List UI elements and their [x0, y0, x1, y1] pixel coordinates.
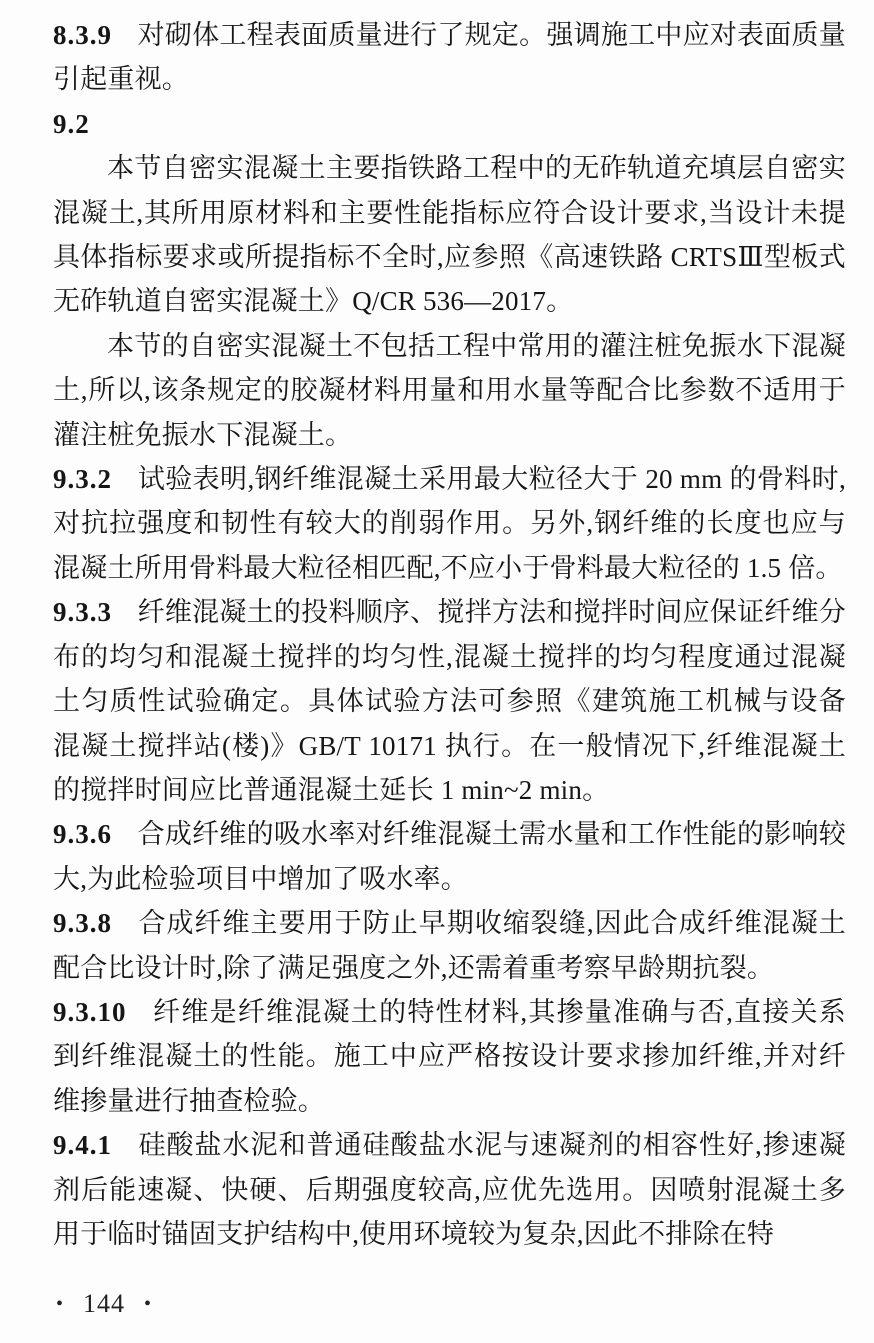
section-text: 纤维是纤维混凝土的特性材料,其掺量准确与否,直接关系到纤维混凝土的性能。施工中应严格按设计要求掺加纤维,并对纤维掺量进行抽查检验。: [53, 996, 846, 1116]
section-text: 纤维混凝土的投料顺序、搅拌方法和搅拌时间应保证纤维分布的均匀和混凝土搅拌的均匀性,混凝土搅拌的均匀程度通过混凝土匀质性试验确定。具体试验方法可参照《建筑施工机械与设备 混凝土搅拌站(楼)》GB/T 10171 执行。在一般情况下,纤维混凝土的搅拌时间应比普通混凝土延长 1 min~2 min。: [53, 597, 874, 805]
page-number: 144: [83, 1289, 126, 1318]
section-paragraph-8-3-9: [53, 13, 846, 102]
section-text: 硅酸盐水泥和普通硅酸盐水泥与速凝剂的相容性好,掺速凝剂后能速凝、快硬、后期强度较高,应优先选用。因喷射混凝土多用于临时锚固支护结构中,使用环境较为复杂,因此不排除在特: [53, 1130, 846, 1249]
section-heading-9-2: [53, 102, 846, 146]
section-text: 试验表明,钢纤维混凝土采用最大粒径大于 20 mm 的骨料时,对抗拉强度和韧性有较大的削弱作用。另外,钢纤维的长度也应与混凝土所用骨料最大粒径相匹配,不应小于骨料最大粒径的 1.5 倍。: [53, 464, 846, 583]
paragraph-text: 本节的自密实混凝土不包括工程中常用的灌注桩免振水下混凝土,所以,该条规定的胶凝材料用量和用水量等配合比参数不适用于灌注桩免振水下混凝土。: [53, 330, 846, 450]
section-paragraph-9-3-10: [53, 990, 846, 1123]
section-number: 9.3.6: [53, 819, 112, 850]
section-number: 9.3.10: [53, 996, 127, 1027]
section-text: 合成纤维的吸水率对纤维混凝土需水量和工作性能的影响较大,为此检验项目中增加了吸水率。: [53, 819, 846, 894]
section-paragraph-9-3-3: [53, 590, 874, 812]
section-paragraph-9-4-1: [53, 1123, 846, 1256]
footer-left-bullet-icon: •: [56, 1293, 65, 1315]
section-number: 9.2: [53, 108, 90, 139]
paragraph-text: 本节自密实混凝土主要指铁路工程中的无砟轨道充填层自密实混凝土,其所用原材料和主要性能指标应符合设计要求,当设计未提具体指标要求或所提指标不全时,应参照《高速铁路 CRTSⅢ型板式无砟轨道自密实混凝土》Q/CR 536—2017。: [53, 153, 846, 317]
section-text: 对砌体工程表面质量进行了规定。强调施工中应对表面质量引起重视。: [53, 20, 846, 95]
section-paragraph-9-3-6: [53, 812, 846, 901]
body-paragraph-self-compacting-1: [53, 146, 846, 324]
body-paragraph-self-compacting-2: [53, 324, 846, 457]
section-number: 8.3.9: [53, 20, 112, 50]
section-number: 9.3.8: [53, 908, 112, 939]
section-number: 9.4.1: [53, 1130, 112, 1161]
section-text: 合成纤维主要用于防止早期收缩裂缝,因此合成纤维混凝土配合比设计时,除了满足强度之外,还需着重考察早龄期抗裂。: [53, 908, 846, 983]
section-number: 9.3.3: [53, 597, 112, 628]
section-paragraph-9-3-8: [53, 901, 846, 990]
page-footer: [56, 1289, 152, 1319]
section-paragraph-9-3-2: [53, 457, 846, 590]
section-number: 9.3.2: [53, 464, 112, 495]
footer-right-bullet-icon: •: [144, 1293, 153, 1315]
